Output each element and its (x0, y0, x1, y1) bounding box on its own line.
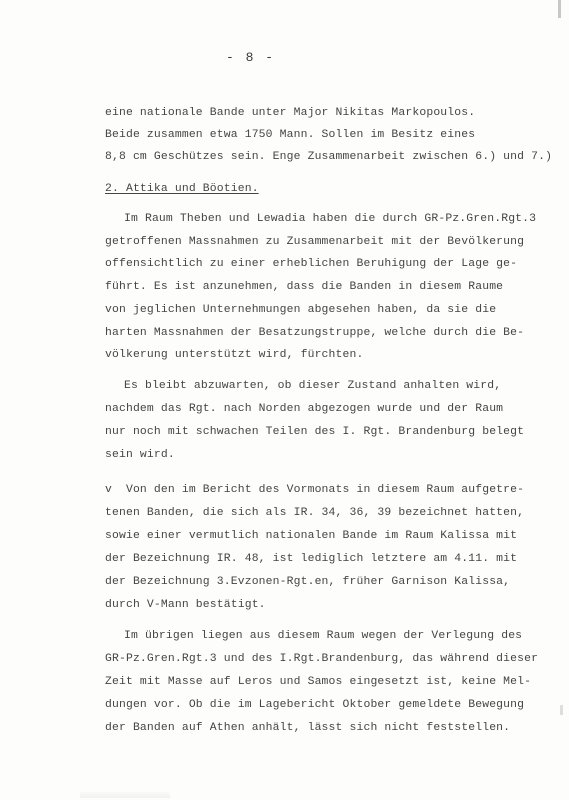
text-line: nur noch mit schwachen Teilen des I. Rgt. Brandenburg belegt (105, 426, 525, 438)
text-line: der Banden auf Athen anhält, lässt sich nicht feststellen. (105, 722, 511, 734)
scan-edge-mark (560, 705, 563, 715)
text-line: dungen vor. Ob die im Lagebericht Oktober gemeldete Bewegung (105, 699, 525, 711)
text-line: harten Massnahmen der Besatzungstruppe, welche durch die Be- (105, 327, 525, 339)
text-line: führt. Es ist anzunehmen, dass die Banden in diesem Raume (105, 281, 504, 293)
section-heading: 2. Attika und Böotien. (105, 183, 259, 195)
text-line: nachdem das Rgt. nach Norden abgezogen wurde und der Raum (105, 403, 504, 415)
text-line: völkerung unterstützt wird, fürchten. (105, 349, 364, 361)
text-line: von jeglichen Unternehmungen abgesehen haben, da sie die (105, 304, 497, 316)
page-number: - 8 - (226, 50, 276, 65)
text-line: Im übrigen liegen aus diesem Raum wegen der Verlegung des (124, 630, 523, 642)
text-line: v Von den im Bericht des Vormonats in diesem Raum aufgetre- (105, 484, 525, 496)
text-line: 8,8 cm Geschützes sein. Enge Zusammenarbeit zwischen 6.) und 7.) (105, 151, 553, 163)
text-line: Im Raum Theben und Lewadia haben die durch GR-Pz.Gren.Rgt.3 (124, 213, 537, 225)
text-line: offensichtlich zu einer erheblichen Beruhigung der Lage ge- (105, 258, 518, 270)
scan-artifact (80, 790, 170, 798)
text-line: durch V-Mann bestätigt. (105, 599, 266, 611)
text-line: GR-Pz.Gren.Rgt.3 und des I.Rgt.Brandenburg, das während dieser (105, 653, 539, 665)
text-line: eine nationale Bande unter Major Nikitas Markopoulos. (105, 107, 476, 119)
scan-edge-mark (558, 0, 561, 18)
text-line: getroffenen Massnahmen zu Zusammenarbeit mit der Bevölkerung (105, 236, 525, 248)
text-line: Es bleibt abzuwarten, ob dieser Zustand anhalten wird, (124, 380, 502, 392)
text-line: der Bezeichnung IR. 48, ist lediglich letztere am 4.11. mit (105, 553, 518, 565)
text-line: der Bezeichnung 3.Evzonen-Rgt.en, früher Garnison Kalissa, (105, 576, 511, 588)
text-line: Zeit mit Masse auf Leros und Samos eingesetzt ist, keine Mel- (105, 676, 532, 688)
text-line: Beide zusammen etwa 1750 Mann. Sollen im Besitz eines (105, 129, 476, 141)
text-line: tenen Banden, die sich als IR. 34, 36, 39 bezeichnet hatten, (105, 507, 525, 519)
text-line: sowie einer vermutlich nationalen Bande im Raum Kalissa mit (105, 530, 518, 542)
text-line: sein wird. (105, 449, 175, 461)
